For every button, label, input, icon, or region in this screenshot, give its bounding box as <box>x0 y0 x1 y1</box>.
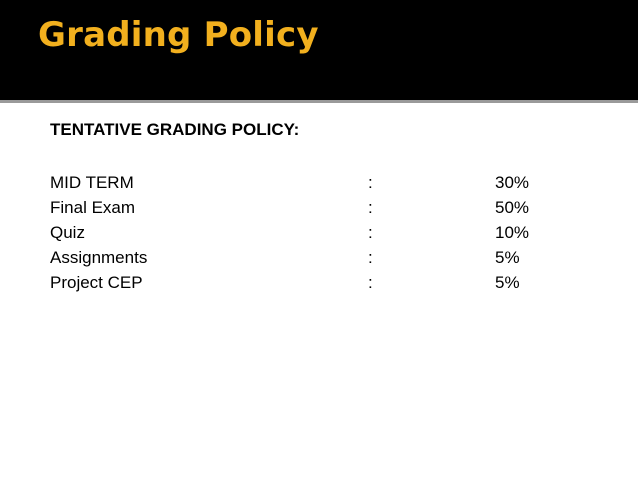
grade-separator: : <box>368 248 373 267</box>
slide-body <box>50 118 610 295</box>
grade-item-label: Project CEP <box>50 273 143 292</box>
grade-separator: : <box>368 223 373 242</box>
grade-separator: : <box>368 198 373 217</box>
grade-percentage: 5% <box>495 248 520 267</box>
grading-list <box>50 170 610 295</box>
grade-item-label: MID TERM <box>50 173 134 192</box>
grade-item-label: Quiz <box>50 223 85 242</box>
grade-percentage: 30% <box>495 173 530 192</box>
grade-separator: : <box>368 173 373 192</box>
grade-percentage: 10% <box>495 223 530 242</box>
grade-row-final-exam <box>50 195 610 220</box>
grade-item-label: Assignments <box>50 248 148 267</box>
slide-title: Grading Policy <box>38 15 319 55</box>
header-divider <box>0 100 638 103</box>
grade-row-project-cep <box>50 270 610 295</box>
grade-row-assignments <box>50 245 610 270</box>
grade-row-quiz <box>50 220 610 245</box>
grade-row-midterm <box>50 170 610 195</box>
title-bar <box>0 0 638 100</box>
grade-item-label: Final Exam <box>50 198 136 217</box>
grade-percentage: 50% <box>495 198 530 217</box>
grade-percentage: 5% <box>495 273 520 292</box>
policy-heading: TENTATIVE GRADING POLICY: <box>50 120 300 139</box>
grade-separator: : <box>368 273 373 292</box>
